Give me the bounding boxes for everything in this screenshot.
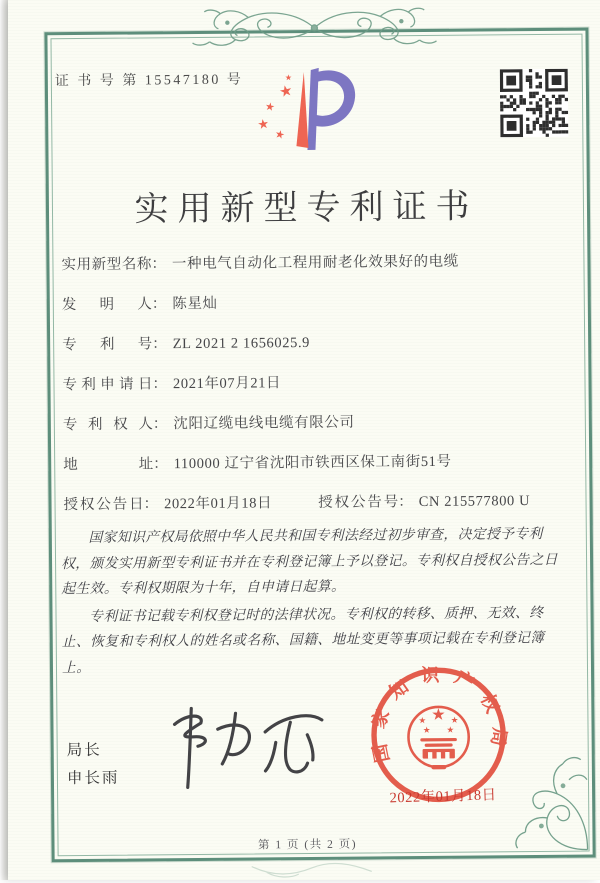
legal-paragraph: 国家知识产权局依照中华人民共和国专利法经过初步审查，决定授予专利权，颁发实用新型专利证书并在专利登记簿上予以登记。专利权自授权公告之日起生效。专利权期限为十年，自申请日起算。	[61, 525, 559, 597]
svg-text:★: ★	[284, 73, 293, 83]
director-name: 申长雨	[66, 769, 120, 788]
page-footer: 第 1 页 (共 2 页)	[257, 838, 358, 852]
field-label: 发明人	[61, 296, 152, 314]
field-value: 2022年01月18日	[163, 495, 273, 513]
field-colon: ：	[152, 336, 167, 353]
field-row-patent-no	[62, 329, 573, 357]
legal-paragraph: 专利证书记载专利权登记时的法律状况。专利权的转移、质押、无效、终止、恢复和专利权人的姓名或名称、国籍、地址变更等事项记载在专利登记簿上。	[61, 604, 545, 676]
field-value: 沈阳辽缆电线电缆有限公司	[173, 414, 355, 433]
field-value: ZL 2021 2 1656025.9	[172, 334, 311, 353]
certificate-title: 实用新型专利证书	[134, 188, 479, 229]
qr-code	[500, 69, 569, 138]
field-value: 2021年07月21日	[172, 375, 282, 393]
field-colon: ：	[143, 496, 159, 513]
field-colon: ：	[153, 456, 168, 473]
director-signature	[135, 700, 351, 802]
field-label: 实用新型名称	[61, 256, 152, 274]
field-row-grant	[63, 489, 574, 517]
field-value: 陈星灿	[172, 295, 218, 313]
svg-text:★: ★	[422, 725, 431, 736]
field-colon: ：	[152, 376, 168, 393]
legal-text	[61, 521, 560, 683]
svg-text:★: ★	[263, 99, 276, 115]
svg-text:★: ★	[450, 715, 459, 726]
field-value: 一种电气自动化工程用耐老化效果好的电缆	[171, 253, 459, 273]
field-label: 地址	[63, 456, 154, 474]
field-colon: ：	[152, 416, 168, 433]
cnipa-logo	[255, 58, 360, 165]
field-colon: ：	[398, 494, 413, 511]
svg-text:★: ★	[277, 80, 295, 102]
grant-date-field	[63, 491, 272, 517]
field-label: 授权公告号	[318, 494, 399, 511]
field-row-address	[63, 449, 574, 477]
svg-text:★: ★	[446, 725, 455, 736]
field-label: 专利申请日	[62, 376, 153, 394]
grant-number-field	[318, 489, 530, 515]
bottom-edge-ornament	[247, 861, 377, 880]
field-label: 授权公告日	[63, 496, 144, 514]
field-label: 专利号	[62, 336, 153, 354]
top-dragon-ornament	[182, 3, 446, 53]
svg-text:★: ★	[418, 716, 427, 727]
field-list	[61, 249, 574, 533]
certificate-number: 证 书 号 第 15547180 号	[54, 72, 244, 90]
director-block	[67, 737, 120, 793]
field-value: CN 215577800 U	[418, 493, 531, 511]
field-colon: ：	[151, 296, 167, 313]
certificate-paper	[8, 0, 600, 880]
seal-date: 2022年01月18日	[389, 787, 497, 807]
field-colon: ：	[151, 256, 167, 273]
director-title: 局长	[66, 741, 102, 760]
field-row-name	[61, 249, 572, 277]
field-row-filing-date	[62, 369, 573, 397]
svg-text:★: ★	[431, 704, 446, 724]
field-value: 110000 辽宁省沈阳市铁西区保工南街51号	[173, 453, 452, 473]
field-row-inventor	[62, 289, 573, 317]
national-emblem	[408, 705, 469, 770]
field-row-patentee	[63, 409, 574, 437]
svg-text:★: ★	[256, 116, 271, 134]
field-label: 专利权人	[62, 416, 153, 434]
svg-text:★: ★	[273, 127, 287, 143]
seal-ring-text: 国家知识产权局	[367, 664, 510, 765]
